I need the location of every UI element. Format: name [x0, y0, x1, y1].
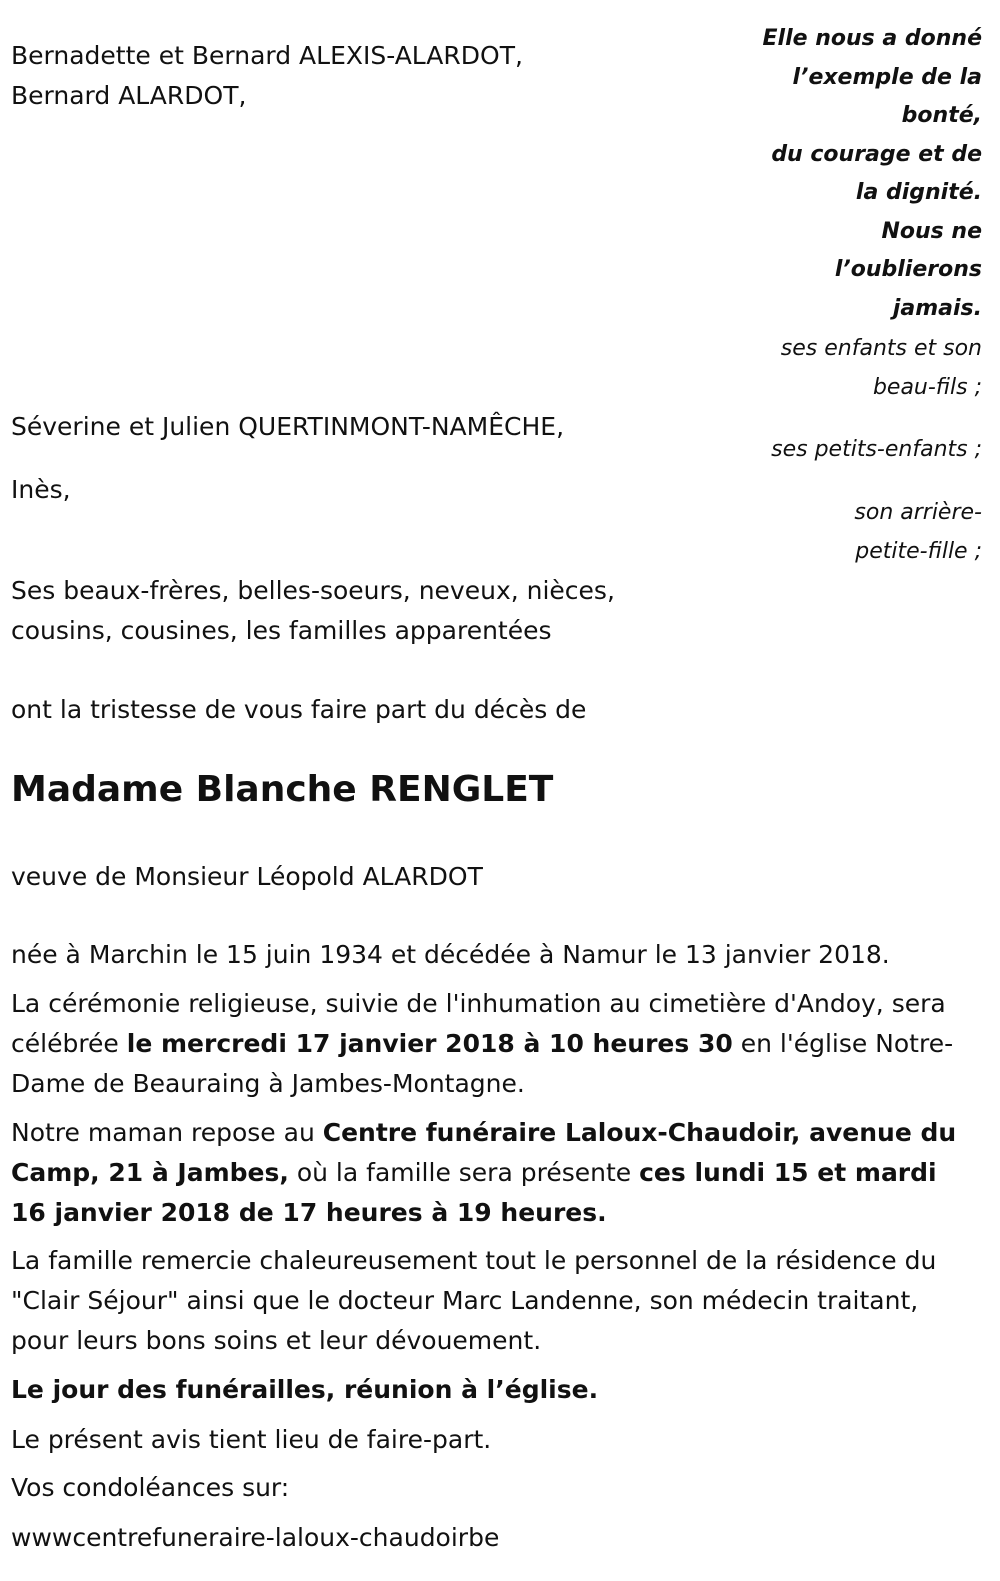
deceased-name: Madame Blanche RENGLET: [11, 769, 554, 810]
rest-times: ces lundi 15 et mardi 16 janvier 2018 de 17 heures à 19 heures.: [11, 1158, 937, 1227]
announcement-text: ont la tristesse de vous faire part du décès de: [11, 695, 587, 724]
relation-great-grandchild: [854, 493, 982, 571]
ceremony-date: le mercredi 17 janvier 2018 à 10 heures 30: [126, 1029, 733, 1058]
meeting-text: Le jour des funérailles, réunion à l’église.: [11, 1375, 599, 1404]
memorial-quote: [763, 20, 983, 328]
thanks-paragraph: La famille remercie chaleureusement tout le personnel de la résidence du "Clair Séjour" ainsi que le docteur Marc Landenne, son médecin traitant, pour leurs bons soins et leur dévouement.: [11, 1246, 937, 1355]
ceremony-paragraph: [11, 984, 971, 1104]
relation-line: petite-fille ;: [855, 539, 982, 564]
rest-paragraph: [11, 1113, 971, 1233]
family-line-1: Bernadette et Bernard ALEXIS-ALARDOT,: [11, 41, 523, 70]
quote-line: l’exemple de la: [792, 64, 982, 90]
rest-location: Centre funéraire Laloux-Chaudoir, avenue du Camp, 21 à Jambes,: [11, 1118, 957, 1187]
family-line-5: Ses beaux-frères, belles-soeurs, neveux, nièces,: [11, 576, 615, 605]
rest-middle: où la famille sera présente: [288, 1158, 640, 1187]
quote-line: Elle nous a donné: [762, 26, 982, 51]
widow-of-text: veuve de Monsieur Léopold ALARDOT: [11, 862, 483, 891]
family-line-4: Inès,: [11, 475, 71, 504]
quote-line: du courage et de: [771, 141, 982, 167]
relation-children: [781, 329, 982, 407]
ceremony-place: en l'église Notre-Dame de Beauraing à Jambes-Montagne.: [11, 1029, 954, 1098]
birth-death-text: née à Marchin le 15 juin 1934 et décédée à Namur le 13 janvier 2018.: [11, 940, 890, 969]
ceremony-intro: La cérémonie religieuse, suivie de l'inhumation au cimetière d'Andoy, sera célébrée: [11, 989, 946, 1058]
relation-grandchildren: ses petits-enfants ;: [771, 437, 982, 462]
rest-intro: Notre maman repose au: [11, 1118, 323, 1147]
quote-line: Nous ne: [881, 218, 982, 244]
relation-line: son arrière-: [854, 500, 982, 525]
notice-text: Le présent avis tient lieu de faire-part.: [11, 1425, 492, 1454]
relation-line: ses enfants et son: [780, 336, 982, 361]
relation-line: beau-fils ;: [872, 375, 982, 400]
quote-line: jamais.: [892, 295, 982, 321]
family-line-3: Séverine et Julien QUERTINMONT-NAMÊCHE,: [11, 412, 565, 441]
quote-line: la dignité.: [855, 180, 982, 205]
quote-line: l’oublierons: [834, 257, 982, 282]
condolences-website[interactable]: wwwcentrefuneraire-laloux-chaudoirbe: [11, 1523, 500, 1552]
quote-line: bonté,: [901, 103, 982, 128]
family-line-6: cousins, cousines, les familles apparentées: [11, 616, 552, 645]
condolences-label: Vos condoléances sur:: [11, 1473, 290, 1502]
family-line-2: Bernard ALARDOT,: [11, 81, 247, 110]
